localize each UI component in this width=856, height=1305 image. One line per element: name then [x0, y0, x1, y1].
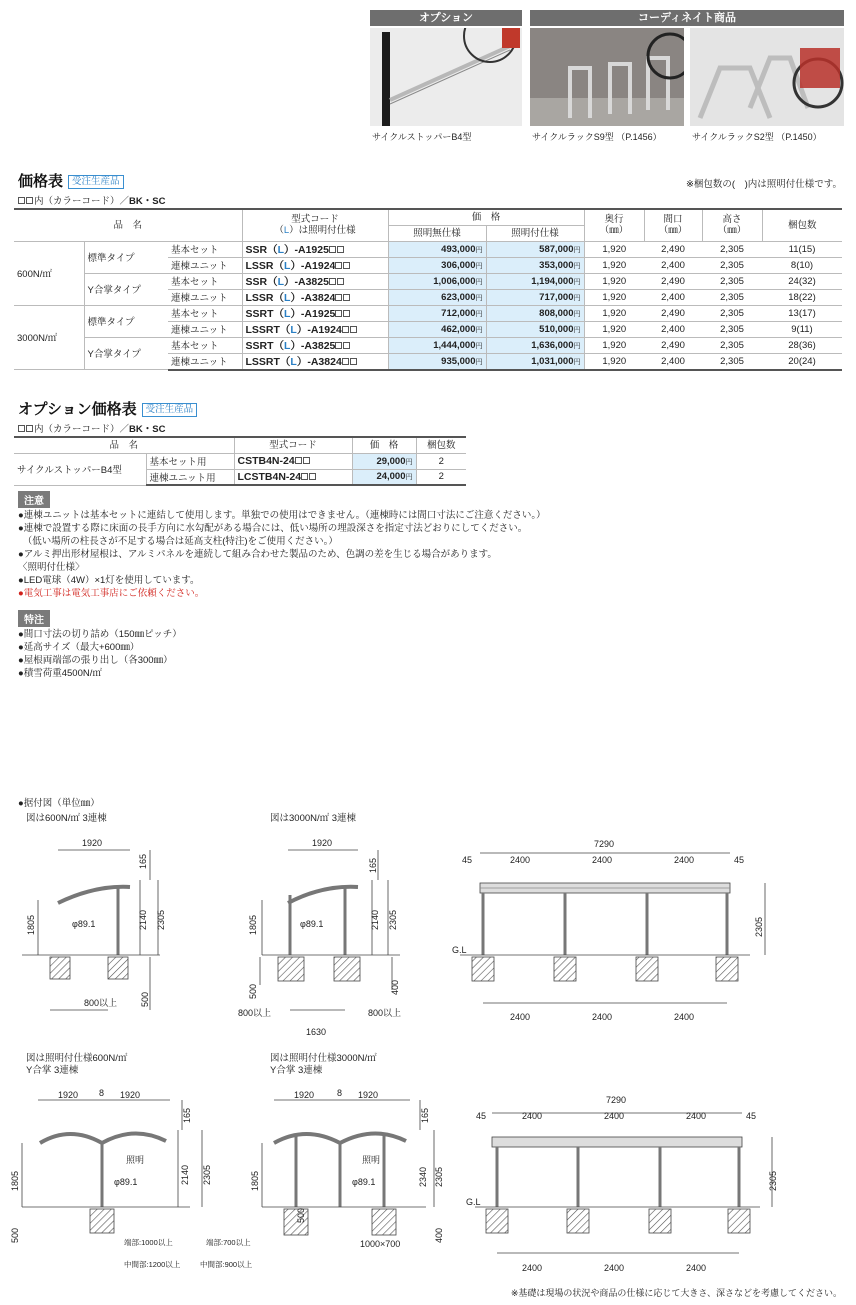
photo-caption-3: サイクルラックS2型 （P.1450）: [692, 132, 822, 142]
col-price-plain: 照明無仕様: [388, 225, 486, 241]
svg-text:G.L: G.L: [452, 945, 467, 955]
svg-text:500: 500: [140, 991, 150, 1007]
foundation: [108, 957, 128, 979]
note-red: ●電気工事は電気工事店にご依頼ください。: [18, 588, 205, 599]
svg-text:2400: 2400: [592, 855, 613, 865]
bicycle-stopper-photo: [370, 28, 522, 126]
made-to-order-badge: 受注生産品: [68, 175, 124, 189]
col-width: 間口 （㎜）: [644, 209, 702, 241]
table-row: 連棟ユニット LSSR（L）-A3824 623,000円 717,000円 1,920 2,400 2,305 18(22): [14, 289, 842, 305]
svg-text:2400: 2400: [510, 1012, 531, 1022]
cycle-rack-s2-photo: [690, 28, 844, 126]
svg-text:2400: 2400: [686, 1263, 707, 1273]
drawings-heading: ●据付図（単位㎜）: [18, 798, 100, 809]
svg-text:2140: 2140: [180, 1164, 190, 1185]
table-row: Y合掌タイプ 基本セット SSRT（L）-A3825 1,444,000円 1,636,000円 1,920 2,490 2,305 28(36): [14, 337, 842, 353]
svg-text:2400: 2400: [510, 855, 531, 865]
svg-text:中間部:900以上: 中間部:900以上: [200, 1260, 253, 1269]
svg-text:2340: 2340: [418, 1166, 428, 1187]
svg-text:800以上: 800以上: [238, 1008, 272, 1018]
photo-caption-2: サイクルラックS9型 （P.1456）: [532, 132, 662, 142]
svg-text:2305: 2305: [388, 909, 398, 930]
svg-text:2400: 2400: [686, 1111, 707, 1121]
dim-label: 1920: [82, 838, 103, 848]
table-row: 連棟ユニット LSSR（L）-A1924 306,000円 353,000円 1,920 2,400 2,305 8(10): [14, 257, 842, 273]
price-table-title: 価格表 受注生産品: [18, 170, 124, 191]
svg-text:1920: 1920: [58, 1090, 79, 1100]
svg-text:400: 400: [434, 1227, 444, 1243]
svg-text:1805: 1805: [26, 914, 36, 935]
price-table: [14, 208, 842, 371]
svg-text:1000×700: 1000×700: [360, 1239, 401, 1249]
note-4: ●アルミ押出形材屋根は、アルミパネルを連続して組み合わせた製品のため、色調の差を生じる場合があります。: [18, 549, 497, 560]
col-height: 高さ （㎜）: [702, 209, 762, 241]
svg-text:2305: 2305: [434, 1166, 444, 1187]
svg-text:端部:1000以上: 端部:1000以上: [124, 1238, 173, 1247]
col-packs: 梱包数: [762, 209, 842, 241]
load-3000: 3000N/㎡: [14, 305, 84, 370]
svg-text:φ89.1: φ89.1: [114, 1177, 138, 1187]
svg-text:500: 500: [296, 1207, 306, 1223]
svg-text:2400: 2400: [674, 1012, 695, 1022]
color-code-line: 内（カラーコード）／BK・SC: [18, 193, 165, 207]
load-600: 600N/㎡: [14, 241, 84, 305]
svg-text:500: 500: [10, 1227, 20, 1243]
svg-text:165: 165: [368, 857, 378, 873]
svg-text:1920: 1920: [294, 1090, 315, 1100]
svg-text:7290: 7290: [594, 839, 615, 849]
svg-text:2400: 2400: [522, 1111, 543, 1121]
svg-text:8: 8: [337, 1088, 343, 1098]
special-4: ●積雪荷重4500N/㎡: [18, 668, 102, 679]
coordinate-header: コーディネイト商品: [530, 10, 844, 26]
svg-text:端部:700以上: 端部:700以上: [206, 1238, 251, 1247]
svg-text:45: 45: [734, 855, 745, 865]
type-y: Y合掌タイプ: [84, 273, 168, 305]
drawing-4-title: 図は照明付仕様3000N/㎡ Y合掌 3連棟: [270, 1053, 377, 1076]
cycle-rack-s9-photo: [530, 28, 684, 126]
svg-text:1920: 1920: [358, 1090, 379, 1100]
photo-caption-1: サイクルストッパーB4型: [372, 132, 472, 142]
col-model: 型式コード （L）は照明付仕様: [242, 209, 388, 241]
svg-text:照明: 照明: [362, 1155, 381, 1165]
note-5: 〈照明付仕様〉: [18, 562, 85, 573]
svg-text:2305: 2305: [754, 916, 764, 937]
special-1: ●間口寸法の切り詰め（150㎜ピッチ）: [18, 629, 182, 640]
svg-text:1630: 1630: [306, 1027, 327, 1037]
table-row: 連棟ユニット LSSRT（L）-A3824 935,000円 1,031,000円 1,920 2,400 2,305 20(24): [14, 353, 842, 370]
table-row: サイクルストッパーB4型 基本セット用 CSTB4N-24 29,000円 2: [14, 453, 466, 469]
option-badge: 受注生産品: [142, 403, 198, 417]
svg-text:8: 8: [99, 1088, 105, 1098]
svg-text:400: 400: [390, 979, 400, 995]
svg-text:1805: 1805: [250, 1170, 260, 1191]
svg-text:1805: 1805: [10, 1170, 20, 1191]
col-depth: 奥行 （㎜）: [584, 209, 644, 241]
foundation: [50, 957, 70, 979]
table-row: 600N/㎡ 標準タイプ 基本セット SSR（L）-A1925 493,000円 587,000円 1,920 2,490 2,305 11(15): [14, 241, 842, 257]
option-product: サイクルストッパーB4型: [14, 453, 146, 485]
svg-text:1920: 1920: [120, 1090, 141, 1100]
foundation-footnote: ※基礎は現場の状況や商品の仕様に応じて大きさ、深さなどを考慮してください。: [510, 1288, 842, 1298]
svg-text:照明: 照明: [126, 1155, 145, 1165]
caution-chip: 注意: [18, 491, 50, 508]
svg-text:2305: 2305: [156, 909, 166, 930]
drawing-1-title: 図は600N/㎡ 3連棟: [26, 813, 107, 824]
col-product: 品 名: [14, 209, 242, 241]
note-6: ●LED電球（4W）×1灯を使用しています。: [18, 575, 200, 586]
table-row: 連棟ユニット用 LCSTB4N-24 24,000円 2: [14, 469, 466, 485]
special-2: ●延高サイズ（最大+600㎜）: [18, 642, 140, 653]
note-2: ●連棟で設置する際に床面の長手方向に水勾配がある場合には、低い場所の埋設深さを指定寸法どおりにしてください。: [18, 523, 528, 534]
option-table-title: オプション価格表 受注生産品: [18, 398, 197, 419]
svg-text:2400: 2400: [674, 855, 695, 865]
svg-text:2305: 2305: [768, 1170, 778, 1191]
svg-text:165: 165: [182, 1107, 192, 1123]
col-price-light: 照明付仕様: [486, 225, 584, 241]
type-standard: 標準タイプ: [84, 241, 168, 273]
svg-text:φ89.1: φ89.1: [72, 919, 96, 929]
svg-text:165: 165: [138, 853, 148, 869]
svg-text:G.L: G.L: [466, 1197, 481, 1207]
svg-text:φ89.1: φ89.1: [352, 1177, 376, 1187]
svg-text:2140: 2140: [370, 909, 380, 930]
svg-text:2140: 2140: [138, 909, 148, 930]
svg-text:2400: 2400: [592, 1012, 613, 1022]
svg-text:165: 165: [420, 1107, 430, 1123]
svg-text:500: 500: [248, 983, 258, 999]
svg-text:45: 45: [462, 855, 473, 865]
svg-text:φ89.1: φ89.1: [300, 919, 324, 929]
svg-text:2305: 2305: [202, 1164, 212, 1185]
note-3: （低い場所の柱長さが不足する場合は延高支柱(特注)をご使用ください。）: [18, 536, 338, 547]
drawing-2-title: 図は3000N/㎡ 3連棟: [270, 813, 357, 824]
table-row: Y合掌タイプ 基本セット SSR（L）-A3825 1,006,000円 1,194,000円 1,920 2,490 2,305 24(32): [14, 273, 842, 289]
special-3: ●屋根両端部の張り出し（各300㎜）: [18, 655, 173, 666]
svg-text:2400: 2400: [604, 1263, 625, 1273]
table-row: 連棟ユニット LSSRT（L）-A1924 462,000円 510,000円 1,920 2,400 2,305 9(11): [14, 321, 842, 337]
svg-text:中間部:1200以上: 中間部:1200以上: [124, 1260, 181, 1269]
note-1: ●連棟ユニットは基本セットに連結して使用します。単独での使用はできません。（連棟時には間口寸法にご注意ください。）: [18, 510, 546, 521]
col-price: 価 格: [388, 209, 584, 225]
svg-text:800以上: 800以上: [368, 1008, 402, 1018]
special-chip: 特注: [18, 610, 50, 627]
pack-note: ※梱包数の( )内は照明付仕様です。: [685, 179, 842, 190]
svg-text:7290: 7290: [606, 1095, 627, 1105]
installation-drawings: [0, 825, 856, 1295]
svg-text:2400: 2400: [522, 1263, 543, 1273]
svg-text:2400: 2400: [604, 1111, 625, 1121]
option-color-code-line: 内（カラーコード）／BK・SC: [18, 421, 165, 435]
svg-text:1805: 1805: [248, 914, 258, 935]
option-table: 品 名 型式コード 価 格 梱包数 サイクルストッパーB4型 基本セット用 CSTB4N-24 29,000円 2 連棟ユニット用 LCSTB4N-24 24,000円 2: [14, 436, 466, 486]
svg-text:800以上: 800以上: [84, 998, 118, 1008]
option-header: オプション: [370, 10, 522, 26]
svg-text:45: 45: [476, 1111, 487, 1121]
set-label: 基本セット: [168, 241, 242, 257]
model-code: SSR（L）-A1925: [242, 241, 388, 257]
drawing-3-title: 図は照明付仕様600N/㎡ Y合掌 3連棟: [26, 1053, 128, 1076]
svg-text:1920: 1920: [312, 838, 333, 848]
svg-text:45: 45: [746, 1111, 757, 1121]
table-row: 3000N/㎡ 標準タイプ 基本セット SSRT（L）-A1925 712,000円 808,000円 1,920 2,490 2,305 13(17): [14, 305, 842, 321]
